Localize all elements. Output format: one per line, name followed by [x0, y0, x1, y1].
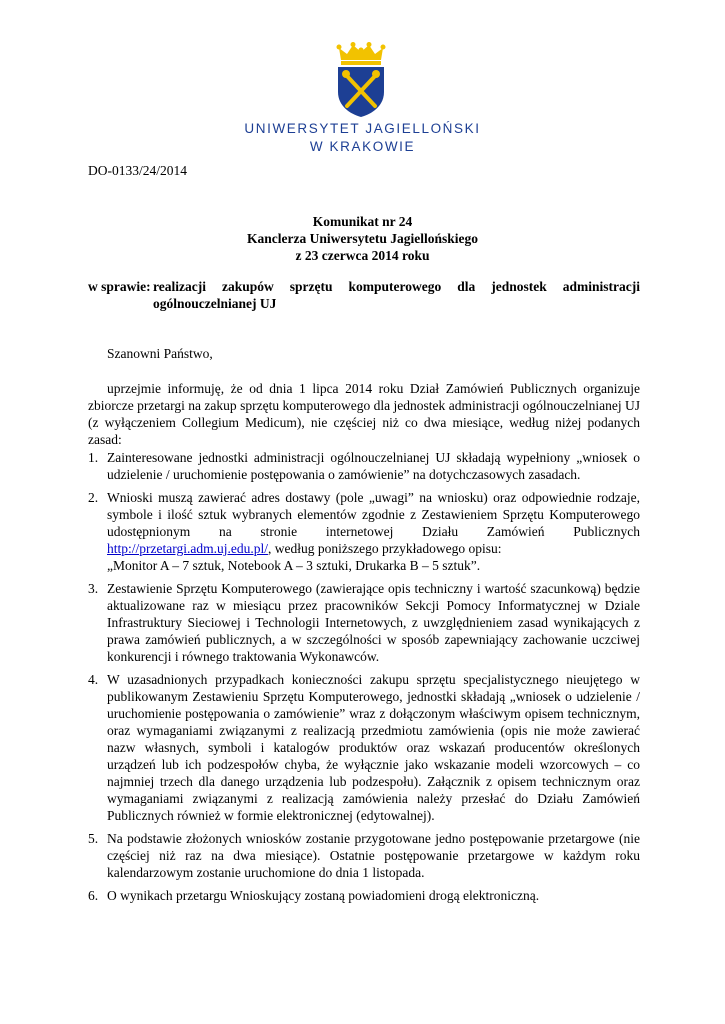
- list-item-number: 2.: [88, 490, 99, 505]
- list-item-number: 1.: [88, 450, 99, 465]
- list-item: [88, 830, 640, 881]
- university-name-line2: W KRAKOWIE: [309, 139, 416, 154]
- university-crest-logo: [335, 42, 387, 118]
- list-item: [88, 887, 640, 904]
- rules-list: [88, 449, 640, 910]
- crown-icon: [337, 42, 386, 65]
- list-item: [88, 489, 640, 574]
- list-item-text: Na podstawie złożonych wniosków zostanie przygotowane jedno postępowanie przetargowe (nie częściej niż raz na dwa miesiące). Ostatnie postępowanie przetargowe w każdym roku kalendarzowym zostanie uruchomione do dnia 1 listopada.: [107, 831, 640, 880]
- list-item: [88, 580, 640, 665]
- list-item-text-after-link: , według poniższego przykładowego opisu:: [267, 541, 502, 556]
- list-item-text: Wnioski muszą zawierać adres dostawy (pole „uwagi” na wniosku) oraz odpowiednie rodzaje, symbole i ilość sztuk wybranych elementów zgodnie z Zestawieniem Sprzętu Komputerowego udostępnionym na stronie internetowej Działu Zamówień Publicznych: [107, 490, 640, 539]
- subject-label: w sprawie:: [88, 279, 151, 294]
- list-item-text: Zestawienie Sprzętu Komputerowego (zawierające opis techniczny i wartość szacunkową) będzie aktualizowane raz w miesiącu przez pracowników Sekcji Pomocy Informatycznej w Dziale Infrastruktury Sieciowej i Technologii Internetowych, z uwzględnieniem zasad wynikających z prawa zamówień publicznych, a w szczególności w sposób zapewniający zachowanie uczciwej konkurencji i równego traktowania Wykonawców.: [107, 581, 640, 664]
- university-name-line1: UNIWERSYTET JAGIELLOŃSKI: [244, 121, 481, 136]
- list-item-number: 3.: [88, 581, 99, 596]
- title-line-2: Kanclerza Uniwersytetu Jagiellońskiego: [247, 231, 478, 246]
- list-item-text: W uzasadnionych przypadkach konieczności zakupu sprzętu specjalistycznego nieujętego w publikowanym Zestawieniu Sprzętu Komputerowego, jednostki składają „wniosek o udzielenie / uruchomienie postępowania o zamówienie” wraz z dołączonym właściwym opisem technicznym, oraz wymaganiami związanymi z realizacją przedmiotu zamówienia (opis nie może zawierać nazw własnych, symboli i katalogów produktów oraz wskazań producentów określonych urządzeń lub ich podzespołów chyba, że wyłącznie jako wskazanie modeli wzorcowych – co najmniej trzech dla danego urządzenia lub podzespołu). Załącznik z opisem technicznym oraz wymaganiami związanymi z realizacją zamówienia należy przesłać do Działu Zamówień Publicznych również w formie elektronicznej (edytowalnej).: [107, 672, 640, 823]
- list-item: [88, 671, 640, 824]
- subject-text: realizacji zakupów sprzętu komputerowego dla jednostek administracji ogólnouczelnianej UJ: [153, 279, 640, 311]
- title-line-3: z 23 czerwca 2014 roku: [295, 248, 430, 263]
- document-reference-number: DO-0133/24/2014: [88, 163, 187, 178]
- list-item-number: 5.: [88, 831, 99, 846]
- list-item-example: „Monitor A – 7 sztuk, Notebook A – 3 sztuki, Drukarka B – 5 sztuk”.: [107, 558, 481, 573]
- tender-website-link[interactable]: http://przetargi.adm.uj.edu.pl/: [107, 541, 268, 556]
- document-subject: [88, 278, 640, 312]
- list-item-number: 4.: [88, 672, 99, 687]
- list-item: [88, 449, 640, 483]
- list-item-text: Zainteresowane jednostki administracji ogólnouczelnianej UJ składają wypełniony „wniosek o udzielenie / uruchomienie postępowania o zamówienie” na dotychczasowych zasadach.: [107, 450, 640, 482]
- list-item-number: 6.: [88, 888, 99, 903]
- list-item-text: O wynikach przetargu Wnioskujący zostaną powiadomieni drogą elektroniczną.: [107, 888, 540, 903]
- title-line-1: Komunikat nr 24: [312, 214, 413, 229]
- document-title: [0, 213, 725, 264]
- greeting: Szanowni Państwo,: [107, 346, 213, 361]
- intro-paragraph: uprzejmie informuję, że od dnia 1 lipca 2014 roku Dział Zamówień Publicznych organizuje zbiorcze przetargi na zakup sprzętu komputerowego dla jednostek administracji ogólnouczelnianej UJ (z wyłączeniem Collegium Medicum), nie częściej niż co dwa miesiące, według niżej podanych zasad:: [88, 381, 640, 447]
